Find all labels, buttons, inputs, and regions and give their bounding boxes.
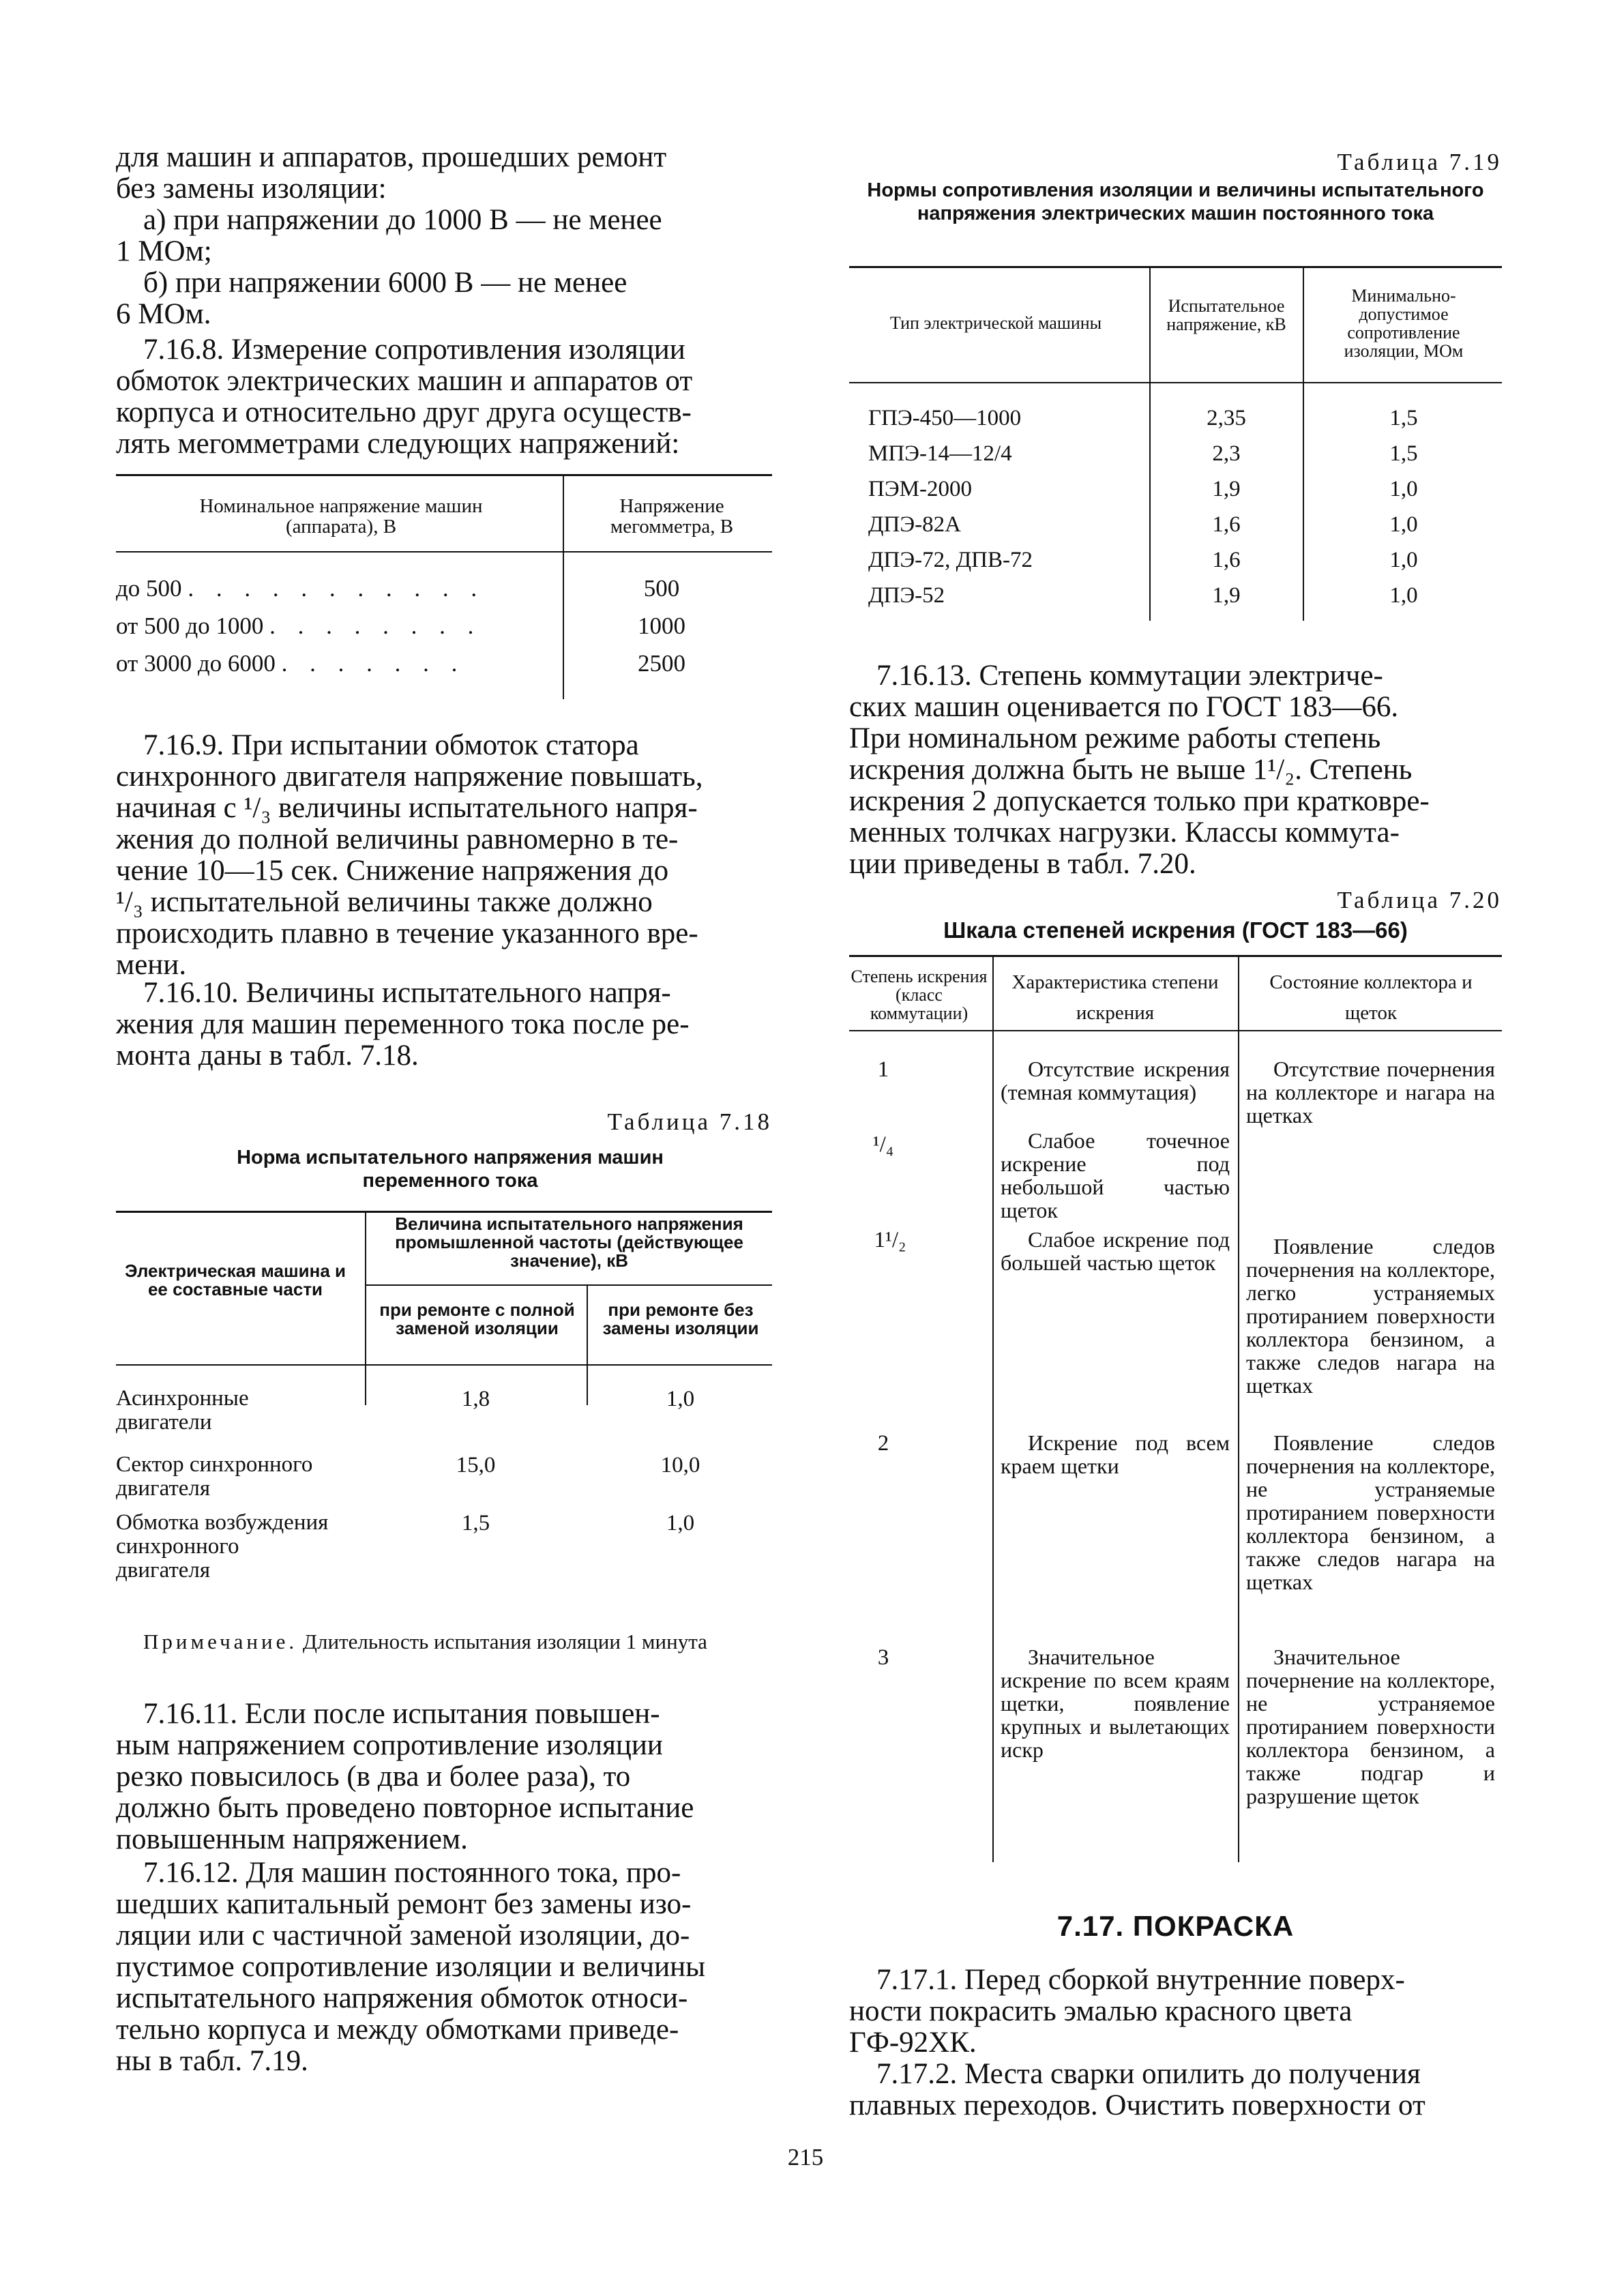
value-cell: 2,35 xyxy=(1207,406,1246,430)
value-cell: 15,0 xyxy=(456,1453,496,1477)
text-line: ¹/₃ испытательной величины также должно xyxy=(116,886,653,918)
character-cell: Значительное искрение по всем краям щетки, появление крупных и вылетающих искр xyxy=(1001,1645,1230,1762)
text-line: начиная с ¹/₃ величины испытательного напря- xyxy=(116,792,698,824)
row-name: Сектор синхронного двигателя xyxy=(116,1452,313,1501)
degree-cell: 1 xyxy=(877,1057,889,1082)
table-divider xyxy=(1303,266,1304,621)
table-title: Норма испытательного напряжения машин переменного тока xyxy=(237,1147,664,1192)
text-line: шедших капитальный ремонт без замены изо- xyxy=(116,1888,692,1920)
text-line: чение 10—15 сек. Снижение напряжения до xyxy=(116,855,669,887)
text-line: 1 МОм; xyxy=(116,235,212,267)
text-line: 7.16.9. При испытании обмоток статора xyxy=(143,729,639,761)
paragraph-7-16-12 xyxy=(116,1857,772,2077)
value-cell: 1,0 xyxy=(666,1387,695,1411)
text-line: жения для машин переменного тока после ре- xyxy=(116,1008,690,1040)
megger-table xyxy=(116,474,772,699)
type-cell: ДПЭ-52 xyxy=(868,583,945,608)
text-line: без замены изоляции: xyxy=(116,173,387,205)
text-line: ным напряжением сопротивление изоляции xyxy=(116,1729,663,1761)
table-rule xyxy=(849,266,1502,268)
text-line: резко повысилось (в два и более раза), то xyxy=(116,1761,631,1793)
degree-cell: 2 xyxy=(877,1431,889,1456)
table-rule xyxy=(116,551,772,553)
column-header: Состояние коллектора и щеток xyxy=(1269,971,1473,1024)
paragraph-7-16-11 xyxy=(116,1698,772,1855)
value-cell: 500 xyxy=(643,575,680,602)
value-cell: 1,0 xyxy=(666,1511,695,1535)
table-note xyxy=(116,1630,772,1653)
text-line: лять мегомметрами следующих напряжений: xyxy=(116,428,680,460)
text-line: 7.16.8. Измерение сопротивления изоляции xyxy=(143,334,685,366)
note-label: Примечание. xyxy=(143,1630,298,1653)
degree-cell: ¹/₄ xyxy=(872,1132,894,1157)
table-rule xyxy=(849,955,1502,957)
type-cell: ДПЭ-82А xyxy=(868,512,961,537)
column-header: Номинальное напряжение машин (аппарата), В xyxy=(199,495,483,538)
text-line: тельно корпуса и между обмотками приведе- xyxy=(116,2014,679,2046)
character-cell: Слабое точечное искрение под небольшой частью щеток xyxy=(1001,1128,1230,1222)
value-cell: 1,9 xyxy=(1212,477,1241,501)
text-line: 7.16.12. Для машин постоянного тока, про- xyxy=(143,1857,681,1889)
paragraph-7-16-13 xyxy=(849,660,1502,880)
text-line: происходить плавно в течение указанного вре- xyxy=(116,917,698,950)
table-label: Таблица 7.20 xyxy=(1337,887,1502,913)
leader-dots: . . . . . . . . xyxy=(269,613,482,639)
paragraph-7-16-8 xyxy=(116,334,772,460)
text-line: для машин и аппаратов, прошедших ремонт xyxy=(116,141,667,173)
range-cell: от 3000 до 6000 xyxy=(116,650,276,677)
text-line: ции приведены в табл. 7.20. xyxy=(849,848,1196,880)
text-line: ляции или с частичной заменой изоляции, до- xyxy=(116,1919,690,1952)
paragraph-7-17-2 xyxy=(849,2059,1502,2121)
text-line: искрения 2 допускается только при кратковре- xyxy=(849,785,1430,817)
state-cell: Значительное почернение на коллекторе, не устраняемое протиранием поверхности коллектора бензином, а также подгар и разрушение щеток xyxy=(1246,1645,1495,1808)
column-header: Электрическая машина и ее составные части xyxy=(124,1261,346,1299)
column-header: Степень искрения (класс коммутации) xyxy=(851,967,988,1023)
paragraph-7-16-9 xyxy=(116,730,772,981)
table-divider xyxy=(992,955,994,1862)
table-rule xyxy=(116,474,772,476)
table-rule xyxy=(116,1211,772,1213)
intro-paragraph xyxy=(116,142,772,330)
degree-cell: 1¹/₂ xyxy=(874,1228,906,1252)
type-cell: ГПЭ-450—1000 xyxy=(868,406,1022,430)
text-line: испытательного напряжения обмоток относи- xyxy=(116,1982,688,2014)
range-cell: от 500 до 1000 xyxy=(116,613,264,639)
text-line: искрения должна быть не выше 1¹/₂. Степень xyxy=(849,754,1413,786)
table-label: Таблица 7.18 xyxy=(607,1108,772,1135)
text-line: пустимое сопротивление изоляции и величины xyxy=(116,1951,706,1983)
table-7-18 xyxy=(116,1211,772,1583)
table-label: Таблица 7.19 xyxy=(1337,149,1502,175)
value-cell: 1,6 xyxy=(1212,512,1241,537)
character-cell: Отсутствие искрения (темная коммутация) xyxy=(1001,1057,1230,1104)
text-line: 6 МОм. xyxy=(116,298,211,330)
table-divider xyxy=(563,474,564,699)
text-line: б) при напряжении 6000 В — не менее xyxy=(143,267,627,299)
table-7-19 xyxy=(849,266,1502,621)
note-text: Длительность испытания изоляции 1 минута xyxy=(302,1630,707,1653)
text-line: 7.17.1. Перед сборкой внутренние поверх- xyxy=(876,1964,1405,1996)
value-cell: 1,0 xyxy=(1389,512,1418,537)
degree-cell: 3 xyxy=(877,1645,889,1670)
table-row xyxy=(116,613,552,640)
row-name: Асинхронные двигатели xyxy=(116,1386,249,1434)
table-row xyxy=(116,575,552,602)
paragraph-7-17-1 xyxy=(849,1964,1502,2059)
text-line: корпуса и относительно друг друга осуществ- xyxy=(116,396,692,428)
text-line: 7.16.13. Степень коммутации электриче- xyxy=(876,660,1383,692)
text-line: 7.16.10. Величины испытательного напря- xyxy=(143,977,671,1009)
text-line: 7.16.11. Если после испытания повышен- xyxy=(143,1698,660,1730)
type-cell: ПЭМ-2000 xyxy=(868,477,972,501)
value-cell: 1,5 xyxy=(1389,441,1418,466)
table-title: Шкала степеней искрения (ГОСТ 183—66) xyxy=(943,917,1408,943)
leader-dots: . . . . . . . . . . . xyxy=(188,575,486,602)
column-header: Минимально-допустимое сопротивление изоляции, МОм xyxy=(1344,286,1464,361)
table-divider xyxy=(587,1286,588,1405)
sub-header: при ремонте с полной заменой изоляции xyxy=(379,1299,575,1338)
text-line: должно быть проведено повторное испытание xyxy=(116,1792,694,1824)
type-cell: МПЭ-14—12/4 xyxy=(868,441,1012,466)
text-line: обмоток электрических машин и аппаратов от xyxy=(116,365,693,397)
leader-dots: . . . . . . . xyxy=(281,650,466,677)
text-line: монта даны в табл. 7.18. xyxy=(116,1040,419,1072)
table-7-20 xyxy=(849,955,1502,1862)
value-cell: 1,9 xyxy=(1212,583,1241,608)
table-divider xyxy=(365,1211,366,1405)
value-cell: 1,0 xyxy=(1389,583,1418,608)
table-rule xyxy=(116,1364,772,1366)
column-header: Напряжение мегомметра, В xyxy=(610,495,734,538)
character-cell: Слабое искрение под большей частью щеток xyxy=(1001,1227,1230,1275)
paragraph-7-16-10 xyxy=(116,977,772,1072)
text-line: мени. xyxy=(116,949,187,981)
value-cell: 1,5 xyxy=(1389,406,1418,430)
table-rule xyxy=(849,382,1502,383)
text-line: менных толчках нагрузки. Классы коммута- xyxy=(849,816,1400,849)
sub-header: при ремонте без замены изоляции xyxy=(602,1299,759,1338)
group-header: Величина испытательного напряжения промышленной частоты (действующее значение), кВ xyxy=(395,1213,743,1271)
value-cell: 1000 xyxy=(638,613,685,639)
text-line: а) при напряжении до 1000 В — не менее xyxy=(143,204,662,236)
state-cell: Появление следов почернения на коллекторе, не устраняемые протиранием поверхности коллектора бензином, а также следов нагара на щетках xyxy=(1246,1430,1495,1594)
table-rule xyxy=(366,1284,772,1286)
value-cell: 1,8 xyxy=(461,1387,490,1411)
text-line: ских машин оценивается по ГОСТ 183—66. xyxy=(849,691,1399,723)
table-row xyxy=(116,650,552,677)
range-cell: до 500 xyxy=(116,575,182,602)
text-line: При номинальном режиме работы степень xyxy=(849,722,1381,754)
text-line: ГФ-92ХК. xyxy=(849,2027,977,2059)
value-cell: 2500 xyxy=(638,650,685,677)
text-line: плавных переходов. Очистить поверхности от xyxy=(849,2089,1425,2121)
page-number: 215 xyxy=(787,2144,824,2170)
section-heading: 7.17. ПОКРАСКА xyxy=(1056,1910,1295,1942)
value-cell: 2,3 xyxy=(1212,441,1241,466)
text-line: ности покрасить эмалью красного цвета xyxy=(849,1995,1353,2027)
table-divider xyxy=(1238,955,1239,1862)
column-header: Характеристика степени искрения xyxy=(1011,971,1219,1024)
column-header: Испытательное напряжение, кВ xyxy=(1166,296,1286,334)
character-cell: Искрение под всем краем щетки xyxy=(1001,1430,1230,1478)
value-cell: 1,5 xyxy=(461,1511,490,1535)
type-cell: ДПЭ-72, ДПВ-72 xyxy=(868,548,1033,572)
column-header: Тип электрической машины xyxy=(889,313,1102,333)
value-cell: 10,0 xyxy=(660,1453,700,1477)
text-line: ны в табл. 7.19. xyxy=(116,2045,308,2077)
table-divider xyxy=(1149,266,1151,621)
text-line: жения до полной величины равномерно в те- xyxy=(116,823,679,855)
table-rule xyxy=(849,1030,1502,1031)
table-title: Нормы сопротивления изоляции и величины испытательного напряжения электрических машин постоянного тока xyxy=(867,179,1484,224)
value-cell: 1,0 xyxy=(1389,477,1418,501)
state-cell: Появление следов почернения на коллекторе, легко устраняемых протиранием поверхности коллектора бензином, а также следов нагара на щетках xyxy=(1246,1234,1495,1398)
state-cell: Отсутствие почернения на коллекторе и нагара на щетках xyxy=(1246,1057,1495,1128)
text-line: повышенным напряжением. xyxy=(116,1823,468,1855)
text-line: синхронного двигателя напряжение повышать, xyxy=(116,761,703,793)
row-name: Обмотка возбуждения синхронного двигателя xyxy=(116,1510,329,1583)
value-cell: 1,6 xyxy=(1212,548,1241,572)
text-line: 7.17.2. Места сварки опилить до получения xyxy=(876,2058,1421,2090)
value-cell: 1,0 xyxy=(1389,548,1418,572)
